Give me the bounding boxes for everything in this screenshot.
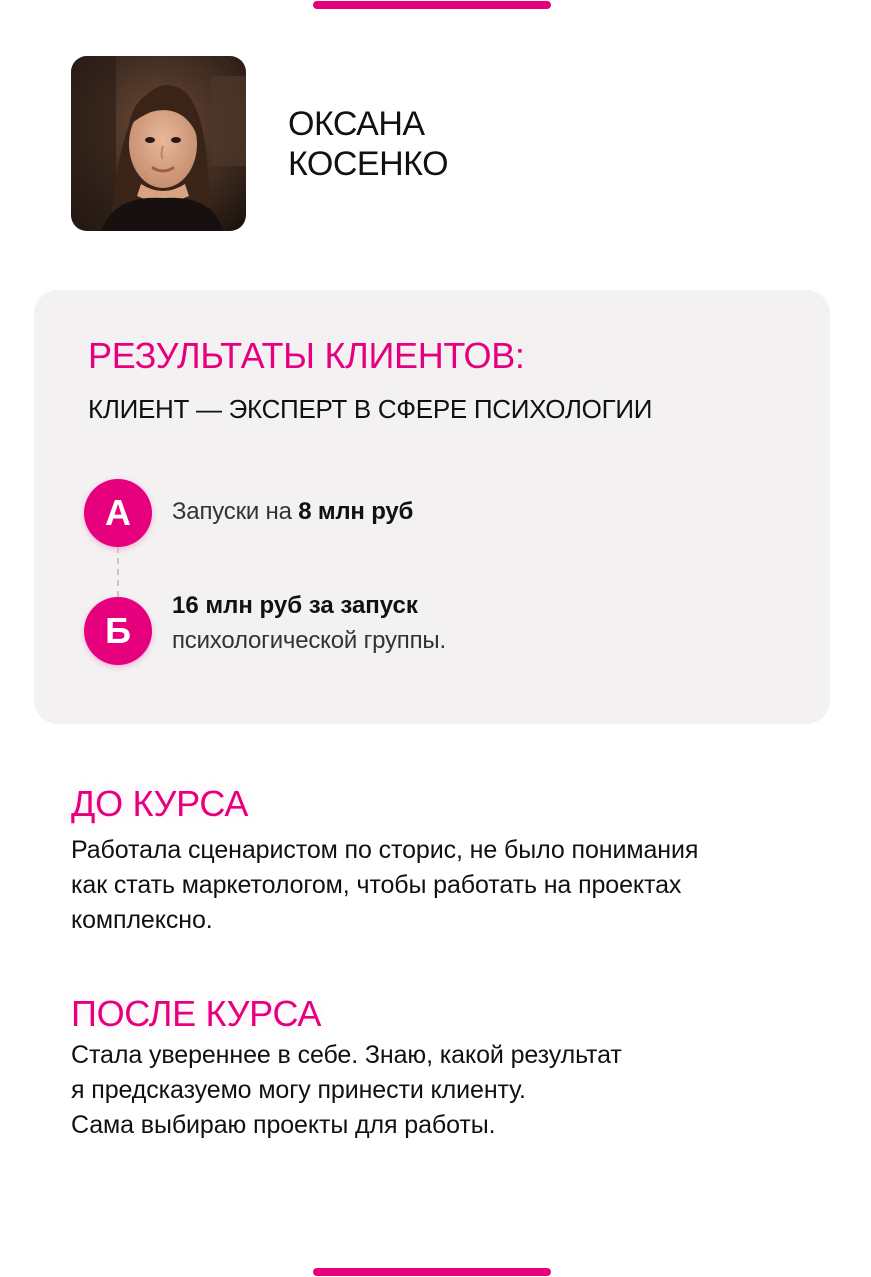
before-course-title: ДО КУРСА	[71, 783, 249, 824]
results-title: РЕЗУЛЬТАТЫ КЛИЕНТОВ:	[88, 335, 525, 376]
before-line: как стать маркетологом, чтобы работать на проектах	[71, 871, 682, 899]
marker-a-badge: А	[84, 479, 152, 547]
results-subtitle: КЛИЕНТ — ЭКСПЕРТ В СФЕРЕ ПСИХОЛОГИИ	[88, 394, 653, 424]
results-card	[34, 290, 830, 724]
person-first-name: ОКСАНА	[288, 105, 425, 143]
result-item-b-title: 16 млн руб за запуск	[172, 592, 418, 619]
before-line: Работала сценаристом по сторис, не было понимания	[71, 836, 699, 864]
result-item-b-text: психологической группы.	[172, 627, 446, 654]
marker-b-badge: Б	[84, 597, 152, 665]
after-course-title: ПОСЛЕ КУРСА	[71, 993, 322, 1034]
after-line: Стала увереннее в себе. Знаю, какой результат	[71, 1041, 622, 1069]
after-course-text	[71, 1038, 791, 1143]
person-photo-icon	[71, 56, 246, 231]
connector-line	[117, 547, 119, 597]
result-a-prefix: Запуски на	[172, 498, 299, 525]
result-a-amount: 8 млн руб	[298, 498, 414, 525]
result-item-a	[172, 496, 413, 528]
after-line: Сама выбираю проекты для работы.	[71, 1111, 496, 1139]
person-last-name: КОСЕНКО	[288, 145, 449, 183]
after-line: я предсказуемо могу принести клиенту.	[71, 1076, 526, 1104]
avatar	[71, 56, 246, 231]
bottom-divider-bar	[313, 1268, 551, 1276]
before-line: комплексно.	[71, 906, 213, 934]
before-course-text	[71, 833, 791, 938]
top-divider-bar	[313, 1, 551, 9]
person-name	[288, 104, 448, 184]
